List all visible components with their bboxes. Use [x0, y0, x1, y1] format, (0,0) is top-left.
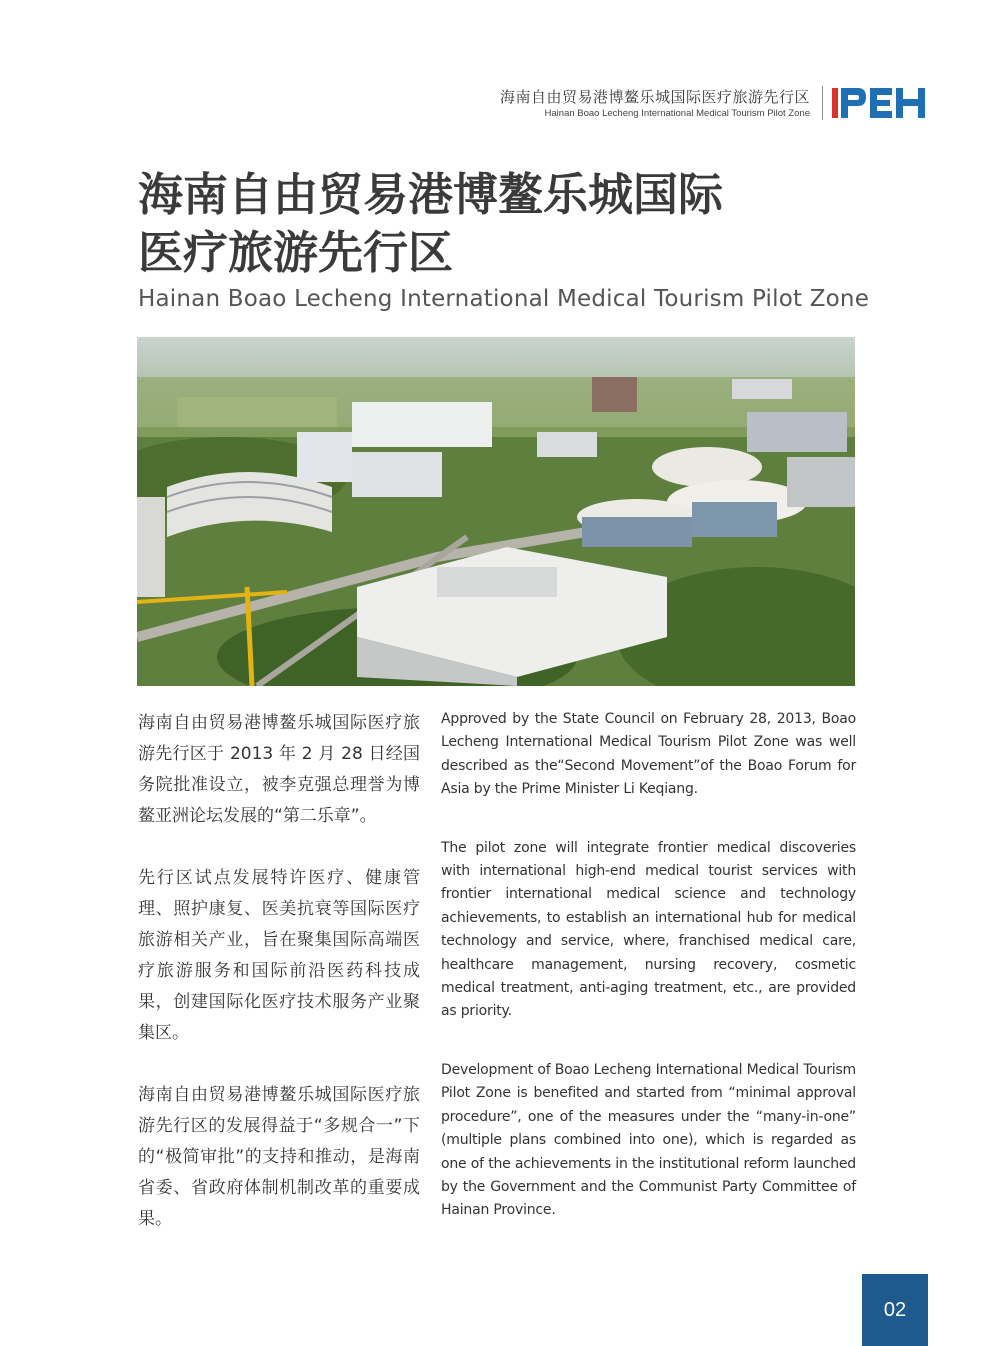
- header-title-cn: 海南自由贸易港博鳌乐城国际医疗旅游先行区: [499, 88, 810, 106]
- body-text-en: [441, 708, 856, 1258]
- page-title-cn-line1: 海南自由贸易港博鳌乐城国际: [138, 168, 724, 221]
- body-paragraph-en-1: Approved by the State Council on February 28, 2013, Boao Lecheng International Medical Tourism Pilot Zone was well described as the“Second Movement”of the Boao Forum for Asia by the Prime Minister Li Keqiang.: [441, 711, 856, 798]
- page-title-cn-line2: 医疗旅游先行区: [138, 226, 454, 279]
- body-paragraph-cn-3: 海南自由贸易港博鳌乐城国际医疗旅游先行区的发展得益于“多规合一”下的“极简审批”的支持和推动，是海南省委、省政府体制机制改革的重要成果。: [138, 1085, 420, 1229]
- page-number: 02: [862, 1274, 928, 1346]
- page-title-en: Hainan Boao Lecheng International Medical Tourism Pilot Zone: [138, 286, 870, 312]
- header-divider: [822, 86, 823, 120]
- body-paragraph-en-3: Development of Boao Lecheng International Medical Tourism Pilot Zone is benefited and started from “minimal approval procedure”, one of the measures under the “many-in-one” (multiple plans combined into one), which is regarded as one of the achievements in the institutional reform launched by the Government and the Communist Party Committee of Hainan Province.: [441, 1061, 856, 1219]
- ipeh-logo: [832, 86, 928, 120]
- body-paragraph-cn-2: 先行区试点发展特许医疗、健康管理、照护康复、医美抗衰等国际医疗旅游相关产业，旨在聚集国际高端医疗旅游服务和国际前沿医药科技成果，创建国际化医疗技术服务产业聚集区。: [138, 868, 420, 1043]
- aerial-photo: [137, 337, 855, 686]
- body-paragraph-cn-1: 海南自由贸易港博鳌乐城国际医疗旅游先行区于 2013 年 2 月 28 日经国务院批准设立，被李克强总理誉为博鳌亚洲论坛发展的“第二乐章”。: [138, 713, 420, 826]
- body-text-cn: [138, 708, 420, 1266]
- page-title-cn: [138, 166, 878, 282]
- body-paragraph-en-2: The pilot zone will integrate frontier medical discoveries with international high-end medical tourist services with frontier international medical science and technology achievements, to establish an international hub for medical technology and service, where, franchised medical care, healthcare management, nursing recovery, cosmetic medical treatment, anti-aging treatment, etc., are provided as priority.: [441, 839, 856, 1020]
- header-title-en: Hainan Boao Lecheng International Medical Tourism Pilot Zone: [544, 108, 810, 119]
